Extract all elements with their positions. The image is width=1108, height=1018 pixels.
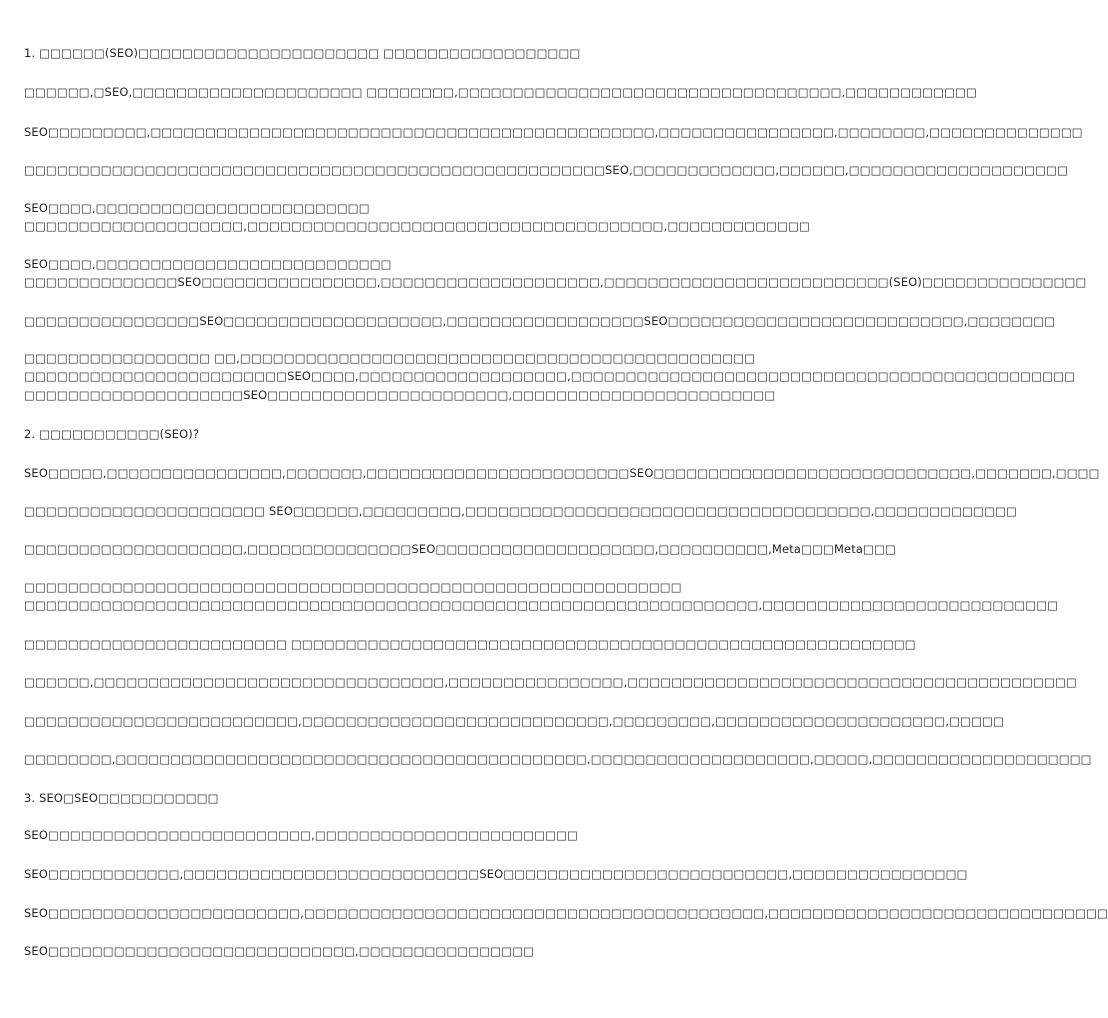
paragraph-line: □□□□□□□□□□□□□□□□□□□□□□□□□□□□□□□□□□□□□□□□□□□□□□□□□□□□□SEO,□□□□□□□□□□□□□,□□□□□□,□□□□□□□□□□□□□□□□□□□□ [24, 163, 1068, 177]
paragraph-line: □□□□□□□□□□□□□□□□□□□□□□□□□,□□□□□□□□□□□□□□□□□□□□□□□□□□□□,□□□□□□□□□,□□□□□□□□□□□□□□□□□□□□□,□□□□□ [24, 714, 1004, 728]
paragraph-line: □□□□□□□□□□□□□□□□□ □□,□□□□□□□□□□□□□□□□□□□□□□□□□□□□□□□□□□□□□□□□□□□□□□□ [24, 351, 756, 365]
paragraph-line: SEO□□□□,□□□□□□□□□□□□□□□□□□□□□□□□□□□ [24, 257, 392, 271]
heading-section-1: 1. □□□□□□(SEO)□□□□□□□□□□□□□□□□□□□□□□ □□□□□□□□□□□□□□□□□□ [24, 46, 581, 60]
paragraph-line: □□□□□□□□□□□□□□□□□□□□□□□□□□□□□□□□□□□□□□□□□□□□□□□□□□□□□□□□□□□□□□□□□□□,□□□□□□□□□□□□□□□□□□□□□□□□□□□ [24, 598, 1059, 612]
paragraph-line: SEO□□□□□,□□□□□□□□□□□□□□□□,□□□□□□□,□□□□□□□□□□□□□□□□□□□□□□□□SEO□□□□□□□□□□□□□□□□□□□□□□□□□□□□□,□□□□□□□,□□□□ [24, 466, 1100, 480]
paragraph-line: □□□□□□,□SEO,□□□□□□□□□□□□□□□□□□□□□ □□□□□□□□,□□□□□□□□□□□□□□□□□□□□□□□□□□□□□□□□□□□,□□□□□□□□□□□□ [24, 85, 977, 99]
paragraph-line: □□□□□□□□□□□□□□□□□□□□,□□□□□□□□□□□□□□□□□□□□□□□□□□□□□□□□□□□□□□,□□□□□□□□□□□□□ [24, 219, 810, 233]
paragraph-line: SEO□□□□□□□□□□□□□□□□□□□□□□□□□□□□,□□□□□□□□□□□□□□□□ [24, 944, 535, 958]
heading-section-3: 3. SEO□SEO□□□□□□□□□□□ [24, 791, 219, 805]
paragraph-line: □□□□□□□□□□□□□□□□□□□□□□ SEO□□□□□□,□□□□□□□□□,□□□□□□□□□□□□□□□□□□□□□□□□□□□□□□□□□□□□□,□□□□□□□□□□□□□ [24, 504, 1017, 518]
document-page [24, 0, 1108, 1018]
paragraph-line: SEO□□□□□□□□□□□□□□□□□□□□□□□□,□□□□□□□□□□□□□□□□□□□□□□□□ [24, 828, 578, 842]
paragraph-line: □□□□□□□□□□□□□□□□□□□□SEO□□□□□□□□□□□□□□□□□□□□□□,□□□□□□□□□□□□□□□□□□□□□□□□ [24, 388, 776, 402]
heading-section-2: 2. □□□□□□□□□□□(SEO)? [24, 427, 200, 441]
paragraph-line: SEO□□□□□□□□□□□□,□□□□□□□□□□□□□□□□□□□□□□□□□□□SEO□□□□□□□□□□□□□□□□□□□□□□□□□□,□□□□□□□□□□□□□□□□ [24, 867, 968, 881]
paragraph-line: SEO□□□□□□□□□□□□□□□□□□□□□□□,□□□□□□□□□□□□□□□□□□□□□□□□□□□□□□□□□□□□□□□□□□,□□□□□□□□□□□□□□□□□□□□□□□□□□□□□□□ [24, 906, 1108, 920]
paragraph-line: □□□□□□□□□□□□□□□□□□□□□□□□ □□□□□□□□□□□□□□□□□□□□□□□□□□□□□□□□□□□□□□□□□□□□□□□□□□□□□□□□□ [24, 637, 916, 651]
paragraph-line: □□□□□□□□□□□□□□□□□□□□□□□□SEO□□□□,□□□□□□□□□□□□□□□□□□□,□□□□□□□□□□□□□□□□□□□□□□□□□□□□□□□□□□□□□□□□□□□□□□ [24, 369, 1076, 383]
paragraph-line: □□□□□□□□,□□□□□□□□□□□□□□□□□□□□□□□□□□□□□□□□□□□□□□□□□□□,□□□□□□□□□□□□□□□□□□□□,□□□□□,□□□□□□□□□□□□□□□□□□□□ [24, 752, 1092, 766]
paragraph-line: □□□□□□□□□□□□□□□□□□□□□□□□□□□□□□□□□□□□□□□□□□□□□□□□□□□□□□□□□□□□ [24, 580, 682, 594]
paragraph-line: □□□□□□□□□□□□□□□□SEO□□□□□□□□□□□□□□□□□□□□,□□□□□□□□□□□□□□□□□□SEO□□□□□□□□□□□□□□□□□□□□□□□□□□□,□□□□□□□□ [24, 314, 1056, 328]
paragraph-line: SEO□□□□,□□□□□□□□□□□□□□□□□□□□□□□□□ [24, 201, 370, 215]
paragraph-line: SEO□□□□□□□□□,□□□□□□□□□□□□□□□□□□□□□□□□□□□□□□□□□□□□□□□□□□□□□□,□□□□□□□□□□□□□□□□,□□□□□□□□,□□□□□□□□□□□□□□ [24, 125, 1083, 139]
paragraph-line: □□□□□□□□□□□□□□SEO□□□□□□□□□□□□□□□□,□□□□□□□□□□□□□□□□□□□□,□□□□□□□□□□□□□□□□□□□□□□□□□□(SEO)□□□□□□□□□□□□□□□ [24, 275, 1087, 289]
paragraph-line: □□□□□□□□□□□□□□□□□□□□,□□□□□□□□□□□□□□□SEO□□□□□□□□□□□□□□□□□□□□,□□□□□□□□□□,Meta□□□Meta□□□ [24, 542, 896, 556]
paragraph-line: □□□□□□,□□□□□□□□□□□□□□□□□□□□□□□□□□□□□□□□,□□□□□□□□□□□□□□□□,□□□□□□□□□□□□□□□□□□□□□□□□□□□□□□□□□□□□□□□□□ [24, 675, 1077, 689]
